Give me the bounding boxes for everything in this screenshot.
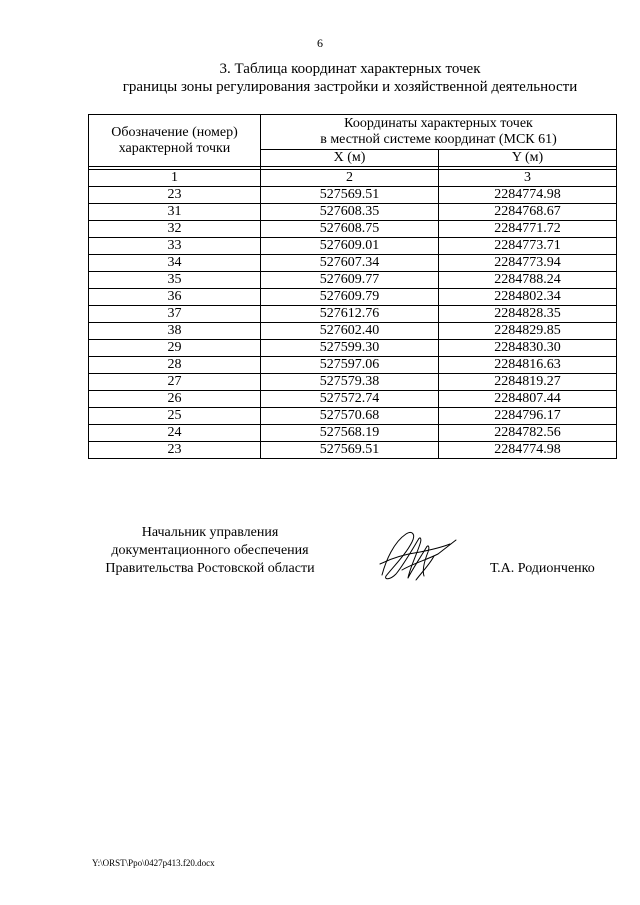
header-coordinates-line-1: Координаты характерных точек	[344, 116, 533, 131]
cell-point: 36	[89, 289, 261, 306]
table-row	[89, 425, 617, 442]
cell-point: 23	[89, 442, 261, 459]
table-row	[89, 391, 617, 408]
cell-y: 2284773.71	[439, 238, 617, 255]
cell-point: 32	[89, 221, 261, 238]
cell-point: 23	[89, 187, 261, 204]
cell-x: 527607.34	[261, 255, 439, 272]
cell-y: 2284802.34	[439, 289, 617, 306]
cell-point: 33	[89, 238, 261, 255]
table-row	[89, 357, 617, 374]
cell-y: 2284788.24	[439, 272, 617, 289]
cell-x: 527609.77	[261, 272, 439, 289]
header-x: X (м)	[261, 150, 439, 167]
coordinates-table	[88, 114, 617, 459]
header-coordinates-line-2: в местной системе координат (МСК 61)	[320, 132, 557, 147]
column-numbering-row	[89, 170, 617, 187]
cell-x: 527612.76	[261, 306, 439, 323]
cell-point: 37	[89, 306, 261, 323]
table-row	[89, 323, 617, 340]
signer-position-line-3: Правительства Ростовской области	[105, 561, 315, 576]
cell-point: 27	[89, 374, 261, 391]
table-body	[89, 187, 617, 459]
document-title	[60, 60, 640, 96]
signer-position-line-2: документационного обеспечения	[111, 543, 309, 558]
header-y: Y (м)	[439, 150, 617, 167]
cell-y: 2284768.67	[439, 204, 617, 221]
cell-x: 527579.38	[261, 374, 439, 391]
page-number: 6	[317, 36, 323, 50]
table-row	[89, 408, 617, 425]
cell-y: 2284782.56	[439, 425, 617, 442]
cell-x: 527570.68	[261, 408, 439, 425]
cell-x: 527568.19	[261, 425, 439, 442]
table-row	[89, 238, 617, 255]
table-row	[89, 340, 617, 357]
cell-point: 24	[89, 425, 261, 442]
header-coordinates	[261, 115, 617, 150]
cell-y: 2284830.30	[439, 340, 617, 357]
cell-y: 2284829.85	[439, 323, 617, 340]
cell-y: 2284771.72	[439, 221, 617, 238]
table-row	[89, 255, 617, 272]
cell-y: 2284773.94	[439, 255, 617, 272]
cell-point: 38	[89, 323, 261, 340]
cell-point: 25	[89, 408, 261, 425]
cell-x: 527572.74	[261, 391, 439, 408]
signer-name: Т.А. Родионченко	[490, 561, 595, 576]
cell-x: 527608.75	[261, 221, 439, 238]
table-row	[89, 187, 617, 204]
table-row	[89, 204, 617, 221]
handwritten-signature-image	[372, 520, 462, 590]
cell-point: 31	[89, 204, 261, 221]
table-row	[89, 442, 617, 459]
column-number: 1	[89, 170, 261, 187]
table-row	[89, 374, 617, 391]
table-row	[89, 221, 617, 238]
cell-x: 527602.40	[261, 323, 439, 340]
cell-point: 35	[89, 272, 261, 289]
cell-y: 2284819.27	[439, 374, 617, 391]
cell-point: 29	[89, 340, 261, 357]
column-number: 3	[439, 170, 617, 187]
cell-y: 2284796.17	[439, 408, 617, 425]
cell-y: 2284774.98	[439, 442, 617, 459]
cell-x: 527597.06	[261, 357, 439, 374]
cell-y: 2284816.63	[439, 357, 617, 374]
column-number: 2	[261, 170, 439, 187]
file-path-footer: Y:\ORST\Ppo\0427p413.f20.docx	[92, 858, 215, 868]
signer-position	[90, 524, 330, 578]
cell-x: 527599.30	[261, 340, 439, 357]
title-line-2: границы зоны регулирования застройки и хозяйственной деятельности	[122, 79, 578, 95]
cell-y: 2284774.98	[439, 187, 617, 204]
cell-x: 527608.35	[261, 204, 439, 221]
cell-x: 527609.01	[261, 238, 439, 255]
cell-y: 2284828.35	[439, 306, 617, 323]
cell-x: 527609.79	[261, 289, 439, 306]
signer-position-line-1: Начальник управления	[141, 525, 279, 540]
table-row	[89, 289, 617, 306]
cell-point: 28	[89, 357, 261, 374]
header-point-designation: Обозначение (номер) характерной точки	[89, 115, 261, 167]
cell-x: 527569.51	[261, 442, 439, 459]
table-header-row	[89, 115, 617, 150]
table-row	[89, 272, 617, 289]
cell-point: 26	[89, 391, 261, 408]
cell-x: 527569.51	[261, 187, 439, 204]
title-line-1: 3. Таблица координат характерных точек	[219, 61, 481, 77]
cell-y: 2284807.44	[439, 391, 617, 408]
cell-point: 34	[89, 255, 261, 272]
table-row	[89, 306, 617, 323]
